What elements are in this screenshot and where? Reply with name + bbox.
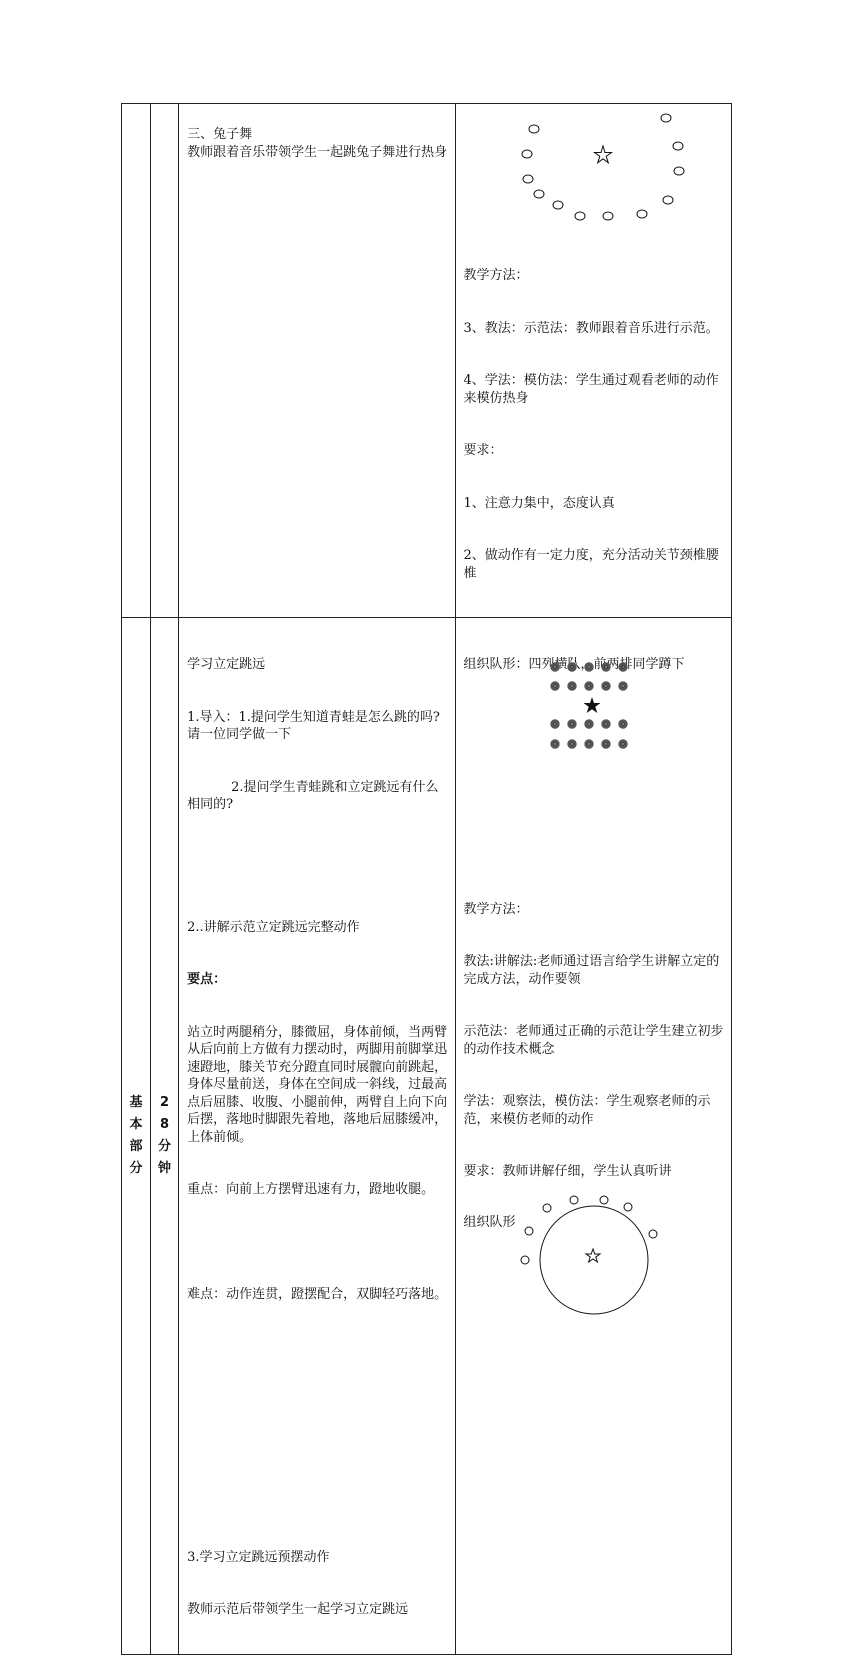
student-icon <box>649 1230 657 1238</box>
student-icon <box>525 1227 533 1235</box>
table-row <box>122 104 732 618</box>
method-cell <box>455 618 731 1655</box>
activity-heading: 三、兔子舞 <box>187 127 253 142</box>
content-cell <box>179 104 455 618</box>
key-points-label: 要点： <box>187 972 227 987</box>
table-row <box>122 618 732 1655</box>
student-icon <box>585 721 591 727</box>
teacher-star-icon <box>594 146 611 163</box>
activity-description: 教师跟着音乐带领学生一起跳兔子舞进行热身 <box>187 144 448 160</box>
requirement-text: 要求：教师讲解仔细，学生认真听讲 <box>463 1164 672 1179</box>
teacher-star-icon <box>583 697 600 713</box>
intro-question-1: 1.导入：1.提问学生知道青蛙是怎么跳的吗?请一位同学做一下 <box>187 709 440 742</box>
student-icon <box>523 175 533 183</box>
lesson-plan-table <box>121 103 732 1655</box>
method-title: 教学方法： <box>463 901 529 917</box>
student-icon <box>551 741 557 747</box>
duration-cell <box>151 618 179 1655</box>
section-cell <box>122 618 151 1655</box>
student-icon <box>602 664 608 670</box>
student-icon <box>570 1196 578 1204</box>
student-icon <box>602 683 608 689</box>
student-icon <box>534 190 544 198</box>
learning-method-text: 4、学法：模仿法：学生通过观看老师的动作来模仿热身 <box>463 373 719 406</box>
student-icon <box>553 201 563 209</box>
student-icon <box>674 167 684 175</box>
student-icon <box>585 664 591 670</box>
teaching-method-text: 3、教法：示范法：教师跟着音乐进行示范。 <box>463 320 719 336</box>
student-icon <box>529 125 539 133</box>
duration-cell <box>151 104 179 618</box>
student-icon <box>603 212 613 220</box>
section-label: 基本部分 <box>129 1094 143 1176</box>
student-icon <box>602 741 608 747</box>
warmup-formation-diagram <box>456 104 732 234</box>
requirement-title: 要求： <box>463 443 503 458</box>
focus-text: 重点：向前上方摆臂迅速有力，蹬地收腿。 <box>187 1182 435 1197</box>
method-title: 教学方法： <box>463 268 529 283</box>
key-points-text: 站立时两腿稍分，膝微屈，身体前倾，当两臂从后向前上方做有力摆动时，两脚用前脚掌迅速蹬地，膝关节充分蹬直同时展髋向前跳起，身体尽量前送，身体在空间成一斜线，过最高点后屈膝、收腹、小腿前伸，两臂自上向下向后摆，落地时脚跟先着地，落地后屈膝缓冲，上体前倾。 <box>187 1024 448 1145</box>
circle-formation-diagram <box>456 1198 732 1328</box>
demo-heading: 2..讲解示范立定跳远完整动作 <box>187 919 360 935</box>
teaching-method-text: 教法:讲解法:老师通过语言给学生讲解立定的完成方法，动作要领 <box>463 954 720 987</box>
student-icon <box>568 741 574 747</box>
demo-method-text: 示范法：老师通过正确的示范让学生建立初步的动作技术概念 <box>463 1024 724 1057</box>
student-icon <box>637 210 647 218</box>
student-icon <box>551 664 557 670</box>
student-icon <box>522 150 532 158</box>
requirement-2: 2、做动作有一定力度，充分活动关节颈椎腰椎 <box>463 548 719 581</box>
student-icon <box>568 664 574 670</box>
method-cell <box>455 104 731 618</box>
formation-text: 组织队形：四列横队，前两排同学蹲下 <box>463 657 685 672</box>
student-icon <box>619 683 625 689</box>
student-icon <box>521 1256 529 1264</box>
student-icon <box>585 741 591 747</box>
student-icon <box>663 196 673 204</box>
student-icon <box>661 114 671 122</box>
step3-heading: 3.学习立定跳远预摆动作 <box>187 1549 330 1565</box>
student-icon <box>673 142 683 150</box>
lesson-title: 学习立定跳远 <box>187 657 266 672</box>
student-icon <box>543 1204 551 1212</box>
student-icon <box>568 721 574 727</box>
student-icon <box>568 683 574 689</box>
student-icon <box>602 721 608 727</box>
requirement-1: 1、注意力集中，态度认真 <box>463 495 615 511</box>
student-icon <box>575 212 585 220</box>
learning-method-text: 学法：观察法，模仿法：学生观察老师的示范，来模仿老师的动作 <box>463 1094 711 1127</box>
student-icon <box>619 721 625 727</box>
student-icon <box>585 683 591 689</box>
section-cell <box>122 104 151 618</box>
student-icon <box>619 664 625 670</box>
formation-title: 组织队形 <box>463 1215 516 1230</box>
student-icon <box>600 1196 608 1204</box>
step3-description: 教师示范后带领学生一起学习立定跳远 <box>187 1602 409 1617</box>
student-icon <box>619 741 625 747</box>
duration-label: 28分钟 <box>158 1094 172 1176</box>
student-icon <box>624 1203 632 1211</box>
student-icon <box>551 721 557 727</box>
difficulty-text: 难点：动作连贯，蹬摆配合，双脚轻巧落地。 <box>187 1287 448 1302</box>
squad-formation-diagram <box>456 658 732 758</box>
content-cell <box>179 618 455 1655</box>
student-icon <box>551 683 557 689</box>
intro-question-2: 2.提问学生青蛙跳和立定跳远有什么相同的? <box>187 779 439 812</box>
